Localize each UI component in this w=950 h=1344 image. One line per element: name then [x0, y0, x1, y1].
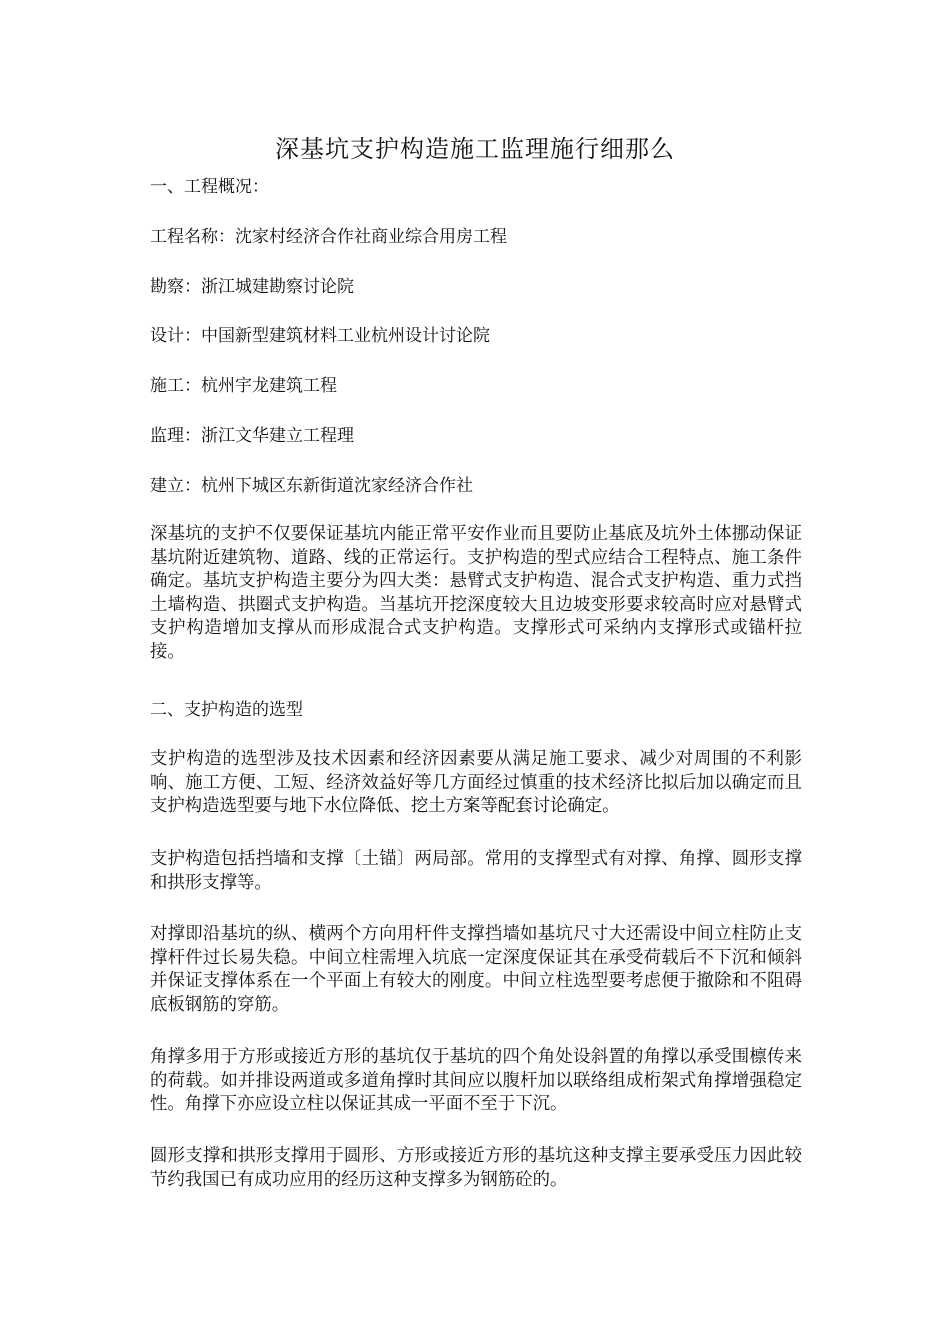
paragraph-components: 支护构造包括挡墙和支撑〔土锚〕两局部。常用的支撑型式有对撑、角撑、圆形支撑和拱形支撑等。 [150, 849, 802, 893]
paragraph-opposite-brace: 对撑即沿基坑的纵、横两个方向用杆件支撑挡墙如基坑尺寸大还需设中间立柱防止支撑杆件过长易失稳。中间立柱需埋入坑底一定深度保证其在承受荷载后不下沉和倾斜并保证支撑体系在一个平面上有较大的刚度。中间立柱选型要考虑便于撤除和不阻碍底板钢筋的穿筋。 [150, 924, 802, 1015]
paragraph-selection: 支护构造的选型涉及技术因素和经济因素要从满足施工要求、减少对周围的不利影响、施工方便、工短、经济效益好等几方面经过慎重的技术经济比拟后加以确定而且支护构造选型要与地下水位降低、挖土方案等配套讨论确定。 [150, 749, 802, 816]
owner-line: 建立：杭州下城区东新街道沈家经济合作社 [150, 476, 473, 496]
paragraph-corner-brace: 角撑多用于方形或接近方形的基坑仅于基坑的四个角处设斜置的角撑以承受围檩传来的荷载。如并排设两道或多道角撑时其间应以腹杆加以联络组成桁架式角撑增强稳定性。角撑下亦应设立柱以保证其成一平面不至于下沉。 [150, 1047, 802, 1114]
construction-line: 施工：杭州宇龙建筑工程 [150, 376, 337, 396]
section-heading-selection: 二、支护构造的选型 [150, 700, 303, 720]
design-line: 设计：中国新型建筑材料工业杭州设计讨论院 [150, 326, 490, 346]
project-name-line: 工程名称：沈家村经济合作社商业综合用房工程 [150, 227, 507, 247]
section-heading-overview: 一、工程概况： [150, 177, 269, 197]
intro-paragraph: 深基坑的支护不仅要保证基坑内能正常平安作业而且要防止基底及坑外土体挪动保证基坑附近建筑物、道路、线的正常运行。支护构造的型式应结合工程特点、施工条件确定。基坑支护构造主要分为四大类：悬臂式支护构造、混合式支护构造、重力式挡土墙构造、拱圈式支护构造。当基坑开挖深度较大且边坡变形要求较高时应对悬臂式支护构造增加支撑从而形成混合式支护构造。支撑形式可采纳内支撑形式或锚杆拉接。 [150, 524, 802, 662]
supervision-line: 监理：浙江文华建立工程理 [150, 426, 354, 446]
survey-line: 勘察：浙江城建勘察讨论院 [150, 277, 354, 297]
document-title: 深基坑支护构造施工监理施行细那么 [275, 135, 675, 163]
paragraph-circular-brace: 圆形支撑和拱形支撑用于圆形、方形或接近方形的基坑这种支撑主要承受压力因此较节约我国已有成功应用的经历这种支撑多为钢筋砼的。 [150, 1146, 802, 1190]
